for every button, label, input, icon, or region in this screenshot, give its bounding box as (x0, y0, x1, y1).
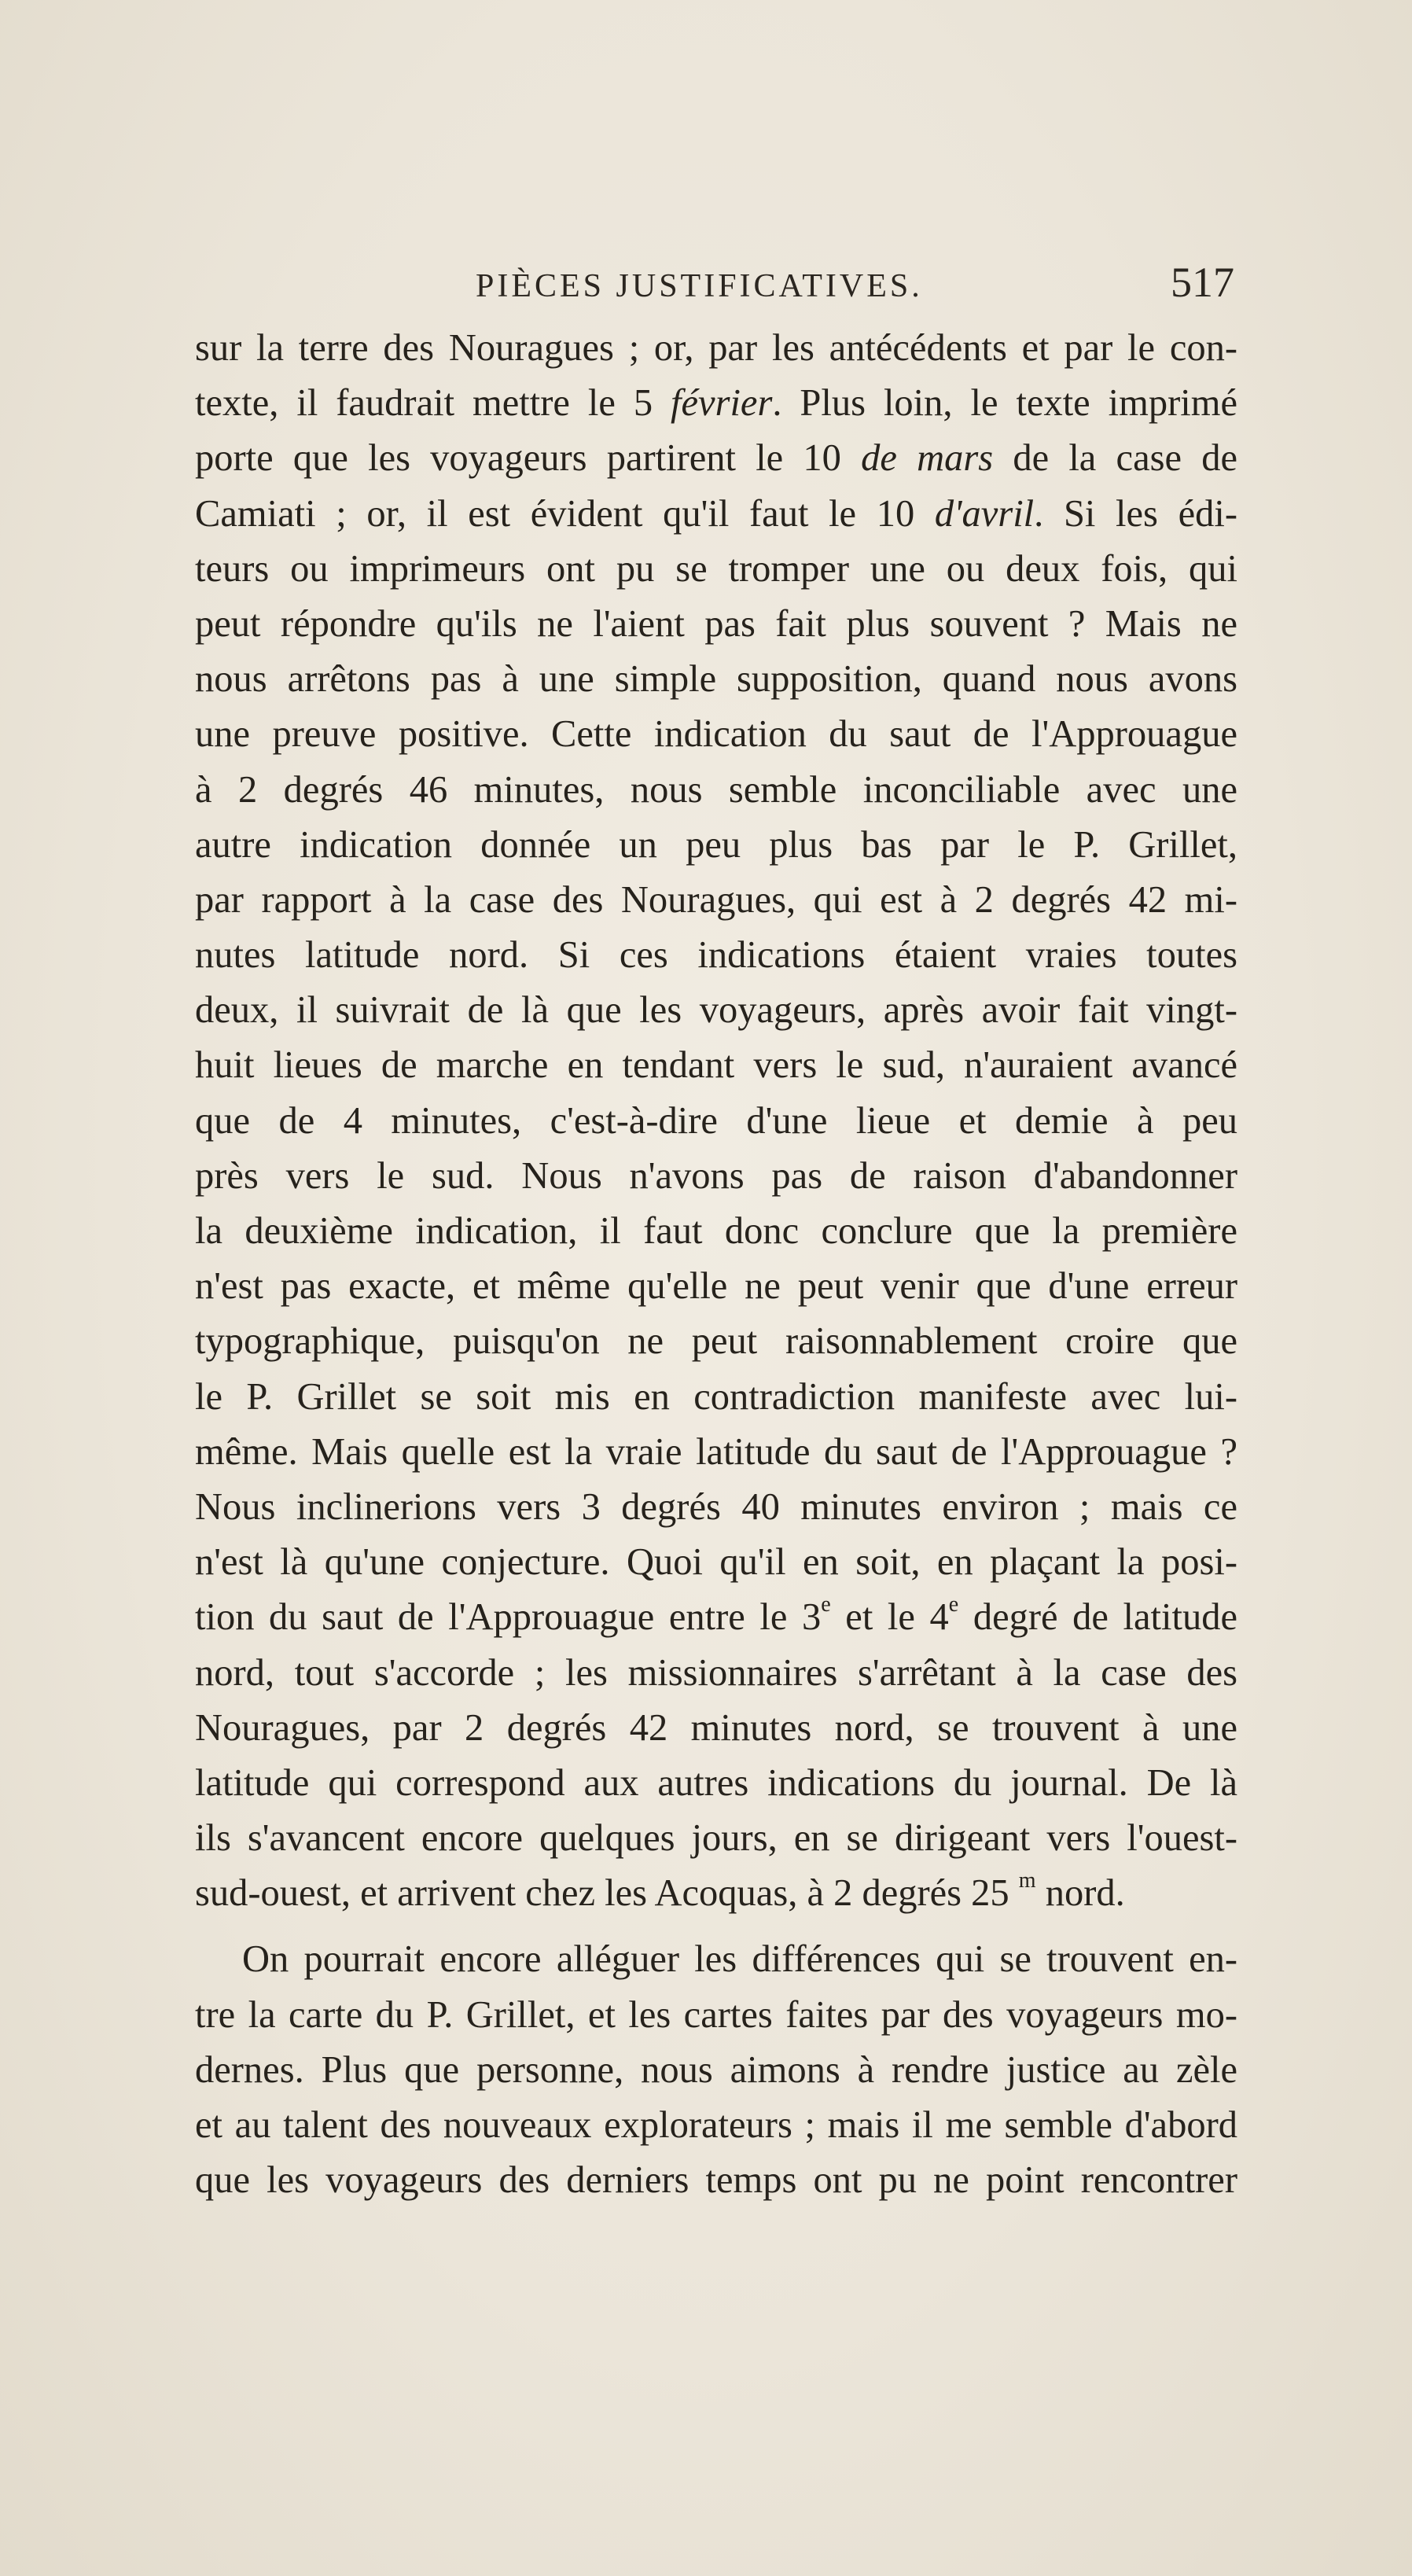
text-line (195, 1756, 1237, 1811)
text-line (195, 1259, 1237, 1314)
text-run: sud-ouest, et arrivent chez les Acoquas, à 2 degrés 25 (195, 1872, 1019, 1915)
text-line (195, 763, 1237, 818)
text-run: huit lieues de marche en tendant vers le sud, n'auraient avancé (195, 1044, 1237, 1087)
text-run: sur la terre des Nouragues ; or, par les antécédents et par le con- (195, 327, 1237, 369)
text-line (195, 1932, 1237, 1987)
text-run: peut répondre qu'ils ne l'aient pas fait plus souvent ? Mais ne (195, 602, 1237, 645)
text-run: texte, il faudrait mettre le 5 (195, 382, 671, 425)
superscript-run: e (948, 1592, 959, 1617)
italic-run: d'avril (934, 492, 1035, 535)
text-run: teurs ou imprimeurs ont pu se tromper une ou deux fois, qui (195, 547, 1237, 590)
text-line (195, 1314, 1237, 1369)
text-run: degré de latitude (958, 1596, 1237, 1639)
text-line (195, 652, 1237, 707)
running-head (197, 250, 1234, 313)
text-run: et le 4 (830, 1596, 949, 1639)
text-line (195, 1988, 1237, 2043)
text-run: et au talent des nouveaux explorateurs ; mais il me semble d'abord (195, 2104, 1237, 2146)
running-title: PIÈCES JUSTIFICATIVES. (476, 268, 923, 304)
text-run: le P. Grillet se soit mis en contradiction manifeste avec lui- (195, 1375, 1237, 1418)
text-run: nord. (1035, 1872, 1125, 1915)
text-run: à 2 degrés 46 minutes, nous semble inconciliable avec une (195, 768, 1237, 811)
text-line (195, 321, 1237, 376)
text-line (195, 1149, 1237, 1204)
text-run: tre la carte du P. Grillet, et les cartes faites par des voyageurs mo- (195, 1993, 1237, 2036)
text-line (195, 2098, 1237, 2153)
text-line (195, 1646, 1237, 1701)
text-run: n'est là qu'une conjecture. Quoi qu'il en soit, en plaçant la posi- (195, 1541, 1237, 1584)
text-line (195, 1590, 1237, 1645)
text-run: près vers le sud. Nous n'avons pas de raison d'abandonner (195, 1154, 1237, 1197)
text-line (195, 1425, 1237, 1480)
text-run: que de 4 minutes, c'est-à-dire d'une lieue et demie à peu (195, 1099, 1237, 1142)
text-line (195, 1094, 1237, 1149)
text-line (195, 1480, 1237, 1535)
text-run: la deuxième indication, il faut donc conclure que la première (195, 1210, 1237, 1252)
text-line (195, 1370, 1237, 1425)
italic-run: février (671, 382, 773, 425)
text-run: On pourrait encore alléguer les différences qui se trouvent en- (242, 1938, 1237, 1981)
text-run: tion du saut de l'Approuague entre le 3 (195, 1596, 822, 1639)
text-line (195, 1811, 1237, 1866)
text-line (195, 487, 1237, 542)
text-run: porte que les voyageurs partirent le 10 (195, 437, 862, 480)
text-line (195, 2153, 1237, 2208)
text-line (195, 597, 1237, 652)
text-run: nord, tout s'accorde ; les missionnaires s'arrêtant à la case des (195, 1651, 1237, 1694)
text-run: Nouragues, par 2 degrés 42 minutes nord, se trouvent à une (195, 1706, 1237, 1749)
text-line (195, 1038, 1237, 1093)
text-run: Nous inclinerions vers 3 degrés 40 minutes environ ; mais ce (195, 1485, 1237, 1528)
text-run: par rapport à la case des Nouragues, qui est à 2 degrés 42 mi- (195, 878, 1237, 921)
text-line (195, 1204, 1237, 1259)
text-line (195, 873, 1237, 928)
text-line (195, 707, 1237, 762)
text-run: même. Mais quelle est la vraie latitude du saut de l'Approuague ? (195, 1430, 1237, 1473)
text-run: . Si les édi- (1034, 492, 1237, 535)
text-line (195, 983, 1237, 1038)
text-line (195, 1535, 1237, 1590)
superscript-run: m (1018, 1868, 1036, 1893)
body-text (195, 321, 1237, 2208)
text-run: que les voyageurs des derniers temps ont pu ne point rencontrer (195, 2159, 1237, 2202)
text-run: deux, il suivrait de là que les voyageurs, après avoir fait vingt- (195, 989, 1237, 1032)
text-line (195, 1866, 1237, 1921)
text-run: latitude qui correspond aux autres indications du journal. De là (195, 1761, 1237, 1804)
text-line (195, 431, 1237, 486)
text-line (195, 2043, 1237, 2098)
text-run: Camiati ; or, il est évident qu'il faut le 10 (195, 492, 935, 535)
text-line (195, 928, 1237, 983)
text-run: une preuve positive. Cette indication du saut de l'Approuague (195, 713, 1237, 756)
text-run: n'est pas exacte, et même qu'elle ne peut venir que d'une erreur (195, 1265, 1237, 1308)
text-line (195, 376, 1237, 431)
text-run: ils s'avancent encore quelques jours, en se dirigeant vers l'ouest- (195, 1817, 1237, 1860)
text-run: nutes latitude nord. Si ces indications étaient vraies toutes (195, 934, 1237, 977)
text-run: typographique, puisqu'on ne peut raisonnablement croire que (195, 1320, 1237, 1363)
page-number: 517 (1171, 259, 1234, 306)
text-run: autre indication donnée un peu plus bas par le P. Grillet, (195, 823, 1237, 866)
superscript-run: e (821, 1592, 831, 1617)
text-line (195, 818, 1237, 873)
text-run: nous arrêtons pas à une simple supposition, quand nous avons (195, 658, 1237, 701)
text-run: de la case de (993, 437, 1237, 480)
text-run: dernes. Plus que personne, nous aimons à rendre justice au zèle (195, 2048, 1237, 2091)
italic-run: de mars (861, 437, 994, 480)
text-line (195, 542, 1237, 597)
text-line (195, 1701, 1237, 1756)
text-run: . Plus loin, le texte imprimé (772, 382, 1237, 425)
